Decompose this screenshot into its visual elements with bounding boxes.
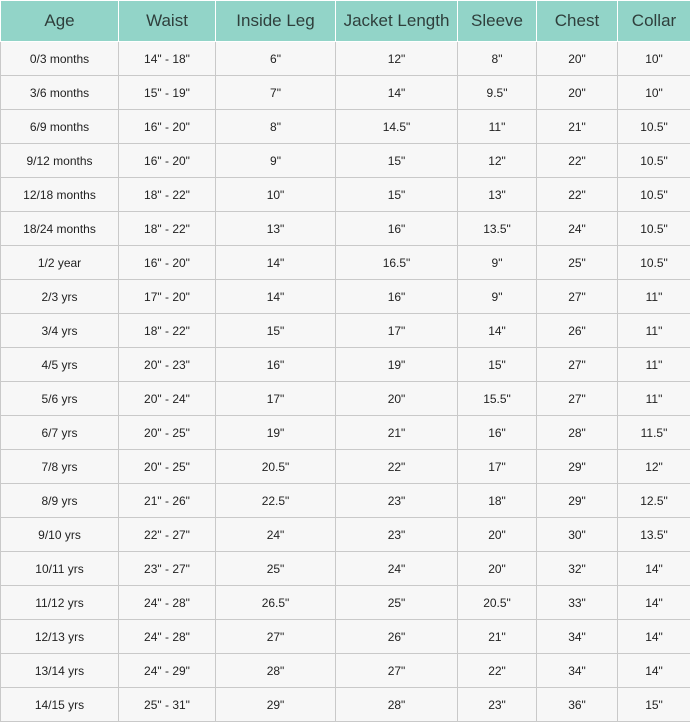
column-header-sleeve: Sleeve (458, 1, 537, 42)
cell-collar: 14" (618, 552, 690, 586)
cell-jacket-length: 16" (336, 280, 458, 314)
cell-inside-leg: 9" (216, 144, 336, 178)
cell-age: 6/9 months (1, 110, 119, 144)
cell-waist: 20" - 25" (119, 416, 216, 450)
table-row (1, 348, 690, 382)
cell-collar: 11.5" (618, 416, 690, 450)
cell-jacket-length: 14.5" (336, 110, 458, 144)
column-header-chest: Chest (537, 1, 618, 42)
table-row (1, 212, 690, 246)
table-row (1, 518, 690, 552)
cell-sleeve: 9" (458, 246, 537, 280)
cell-waist: 15" - 19" (119, 76, 216, 110)
cell-age: 3/4 yrs (1, 314, 119, 348)
cell-collar: 14" (618, 586, 690, 620)
cell-inside-leg: 6" (216, 42, 336, 76)
table-row (1, 688, 690, 722)
cell-inside-leg: 14" (216, 280, 336, 314)
cell-sleeve: 8" (458, 42, 537, 76)
cell-jacket-length: 23" (336, 518, 458, 552)
cell-age: 0/3 months (1, 42, 119, 76)
cell-age: 12/18 months (1, 178, 119, 212)
cell-collar: 10.5" (618, 178, 690, 212)
table-row (1, 76, 690, 110)
cell-waist: 18" - 22" (119, 314, 216, 348)
cell-inside-leg: 14" (216, 246, 336, 280)
cell-jacket-length: 26" (336, 620, 458, 654)
cell-age: 9/12 months (1, 144, 119, 178)
table-row (1, 416, 690, 450)
table-row (1, 144, 690, 178)
cell-sleeve: 14" (458, 314, 537, 348)
cell-chest: 27" (537, 382, 618, 416)
cell-sleeve: 15" (458, 348, 537, 382)
cell-chest: 27" (537, 280, 618, 314)
column-header-jacket-length: Jacket Length (336, 1, 458, 42)
cell-collar: 12" (618, 450, 690, 484)
table-row (1, 586, 690, 620)
header-row (1, 1, 690, 42)
cell-waist: 24" - 28" (119, 586, 216, 620)
cell-inside-leg: 27" (216, 620, 336, 654)
cell-jacket-length: 16" (336, 212, 458, 246)
cell-jacket-length: 12" (336, 42, 458, 76)
cell-inside-leg: 19" (216, 416, 336, 450)
cell-chest: 25" (537, 246, 618, 280)
cell-waist: 17" - 20" (119, 280, 216, 314)
cell-sleeve: 20.5" (458, 586, 537, 620)
cell-chest: 20" (537, 42, 618, 76)
cell-sleeve: 9" (458, 280, 537, 314)
cell-chest: 36" (537, 688, 618, 722)
cell-collar: 14" (618, 620, 690, 654)
table-row (1, 42, 690, 76)
table-header (1, 1, 690, 42)
table-row (1, 246, 690, 280)
cell-waist: 16" - 20" (119, 144, 216, 178)
cell-jacket-length: 19" (336, 348, 458, 382)
cell-sleeve: 18" (458, 484, 537, 518)
cell-sleeve: 21" (458, 620, 537, 654)
table-row (1, 450, 690, 484)
cell-sleeve: 23" (458, 688, 537, 722)
cell-waist: 21" - 26" (119, 484, 216, 518)
cell-inside-leg: 20.5" (216, 450, 336, 484)
cell-inside-leg: 26.5" (216, 586, 336, 620)
cell-sleeve: 13.5" (458, 212, 537, 246)
cell-chest: 21" (537, 110, 618, 144)
cell-collar: 12.5" (618, 484, 690, 518)
cell-waist: 24" - 28" (119, 620, 216, 654)
cell-age: 2/3 yrs (1, 280, 119, 314)
cell-age: 12/13 yrs (1, 620, 119, 654)
cell-jacket-length: 22" (336, 450, 458, 484)
cell-waist: 16" - 20" (119, 246, 216, 280)
column-header-collar: Collar (618, 1, 690, 42)
cell-sleeve: 12" (458, 144, 537, 178)
table-row (1, 620, 690, 654)
cell-jacket-length: 16.5" (336, 246, 458, 280)
cell-collar: 10.5" (618, 110, 690, 144)
cell-jacket-length: 27" (336, 654, 458, 688)
cell-jacket-length: 14" (336, 76, 458, 110)
cell-jacket-length: 15" (336, 144, 458, 178)
cell-age: 13/14 yrs (1, 654, 119, 688)
cell-waist: 20" - 25" (119, 450, 216, 484)
cell-jacket-length: 28" (336, 688, 458, 722)
cell-collar: 10.5" (618, 212, 690, 246)
cell-waist: 23" - 27" (119, 552, 216, 586)
table-row (1, 484, 690, 518)
table-row (1, 382, 690, 416)
cell-chest: 27" (537, 348, 618, 382)
cell-inside-leg: 28" (216, 654, 336, 688)
cell-sleeve: 13" (458, 178, 537, 212)
cell-waist: 22" - 27" (119, 518, 216, 552)
cell-collar: 11" (618, 314, 690, 348)
cell-chest: 20" (537, 76, 618, 110)
cell-chest: 29" (537, 484, 618, 518)
cell-inside-leg: 16" (216, 348, 336, 382)
cell-jacket-length: 17" (336, 314, 458, 348)
cell-collar: 10" (618, 42, 690, 76)
cell-age: 10/11 yrs (1, 552, 119, 586)
cell-age: 6/7 yrs (1, 416, 119, 450)
cell-sleeve: 16" (458, 416, 537, 450)
cell-chest: 34" (537, 654, 618, 688)
cell-jacket-length: 21" (336, 416, 458, 450)
cell-chest: 28" (537, 416, 618, 450)
cell-jacket-length: 23" (336, 484, 458, 518)
cell-chest: 30" (537, 518, 618, 552)
cell-inside-leg: 7" (216, 76, 336, 110)
cell-collar: 11" (618, 280, 690, 314)
cell-collar: 11" (618, 348, 690, 382)
cell-sleeve: 17" (458, 450, 537, 484)
cell-age: 5/6 yrs (1, 382, 119, 416)
table-row (1, 314, 690, 348)
cell-waist: 20" - 24" (119, 382, 216, 416)
cell-age: 1/2 year (1, 246, 119, 280)
table-row (1, 280, 690, 314)
cell-sleeve: 22" (458, 654, 537, 688)
table-body (1, 42, 690, 722)
cell-sleeve: 15.5" (458, 382, 537, 416)
column-header-waist: Waist (119, 1, 216, 42)
cell-collar: 13.5" (618, 518, 690, 552)
cell-inside-leg: 13" (216, 212, 336, 246)
cell-chest: 26" (537, 314, 618, 348)
cell-sleeve: 11" (458, 110, 537, 144)
column-header-age: Age (1, 1, 119, 42)
cell-chest: 22" (537, 178, 618, 212)
cell-chest: 33" (537, 586, 618, 620)
cell-chest: 34" (537, 620, 618, 654)
cell-inside-leg: 24" (216, 518, 336, 552)
cell-waist: 20" - 23" (119, 348, 216, 382)
cell-chest: 29" (537, 450, 618, 484)
cell-waist: 18" - 22" (119, 212, 216, 246)
cell-age: 8/9 yrs (1, 484, 119, 518)
cell-collar: 10.5" (618, 246, 690, 280)
cell-age: 14/15 yrs (1, 688, 119, 722)
cell-inside-leg: 8" (216, 110, 336, 144)
table-row (1, 178, 690, 212)
cell-sleeve: 20" (458, 552, 537, 586)
cell-collar: 14" (618, 654, 690, 688)
cell-inside-leg: 22.5" (216, 484, 336, 518)
cell-sleeve: 9.5" (458, 76, 537, 110)
cell-waist: 16" - 20" (119, 110, 216, 144)
cell-inside-leg: 25" (216, 552, 336, 586)
cell-jacket-length: 24" (336, 552, 458, 586)
cell-chest: 32" (537, 552, 618, 586)
column-header-inside-leg: Inside Leg (216, 1, 336, 42)
table-row (1, 110, 690, 144)
cell-inside-leg: 17" (216, 382, 336, 416)
cell-collar: 10.5" (618, 144, 690, 178)
cell-age: 9/10 yrs (1, 518, 119, 552)
cell-waist: 18" - 22" (119, 178, 216, 212)
cell-collar: 11" (618, 382, 690, 416)
cell-inside-leg: 10" (216, 178, 336, 212)
cell-jacket-length: 25" (336, 586, 458, 620)
cell-waist: 14" - 18" (119, 42, 216, 76)
cell-age: 7/8 yrs (1, 450, 119, 484)
cell-waist: 25" - 31" (119, 688, 216, 722)
cell-waist: 24" - 29" (119, 654, 216, 688)
cell-age: 4/5 yrs (1, 348, 119, 382)
cell-inside-leg: 15" (216, 314, 336, 348)
cell-age: 11/12 yrs (1, 586, 119, 620)
cell-sleeve: 20" (458, 518, 537, 552)
cell-jacket-length: 20" (336, 382, 458, 416)
cell-chest: 24" (537, 212, 618, 246)
cell-inside-leg: 29" (216, 688, 336, 722)
cell-chest: 22" (537, 144, 618, 178)
cell-age: 3/6 months (1, 76, 119, 110)
cell-jacket-length: 15" (336, 178, 458, 212)
table-row (1, 552, 690, 586)
table-row (1, 654, 690, 688)
cell-collar: 15" (618, 688, 690, 722)
cell-age: 18/24 months (1, 212, 119, 246)
cell-collar: 10" (618, 76, 690, 110)
